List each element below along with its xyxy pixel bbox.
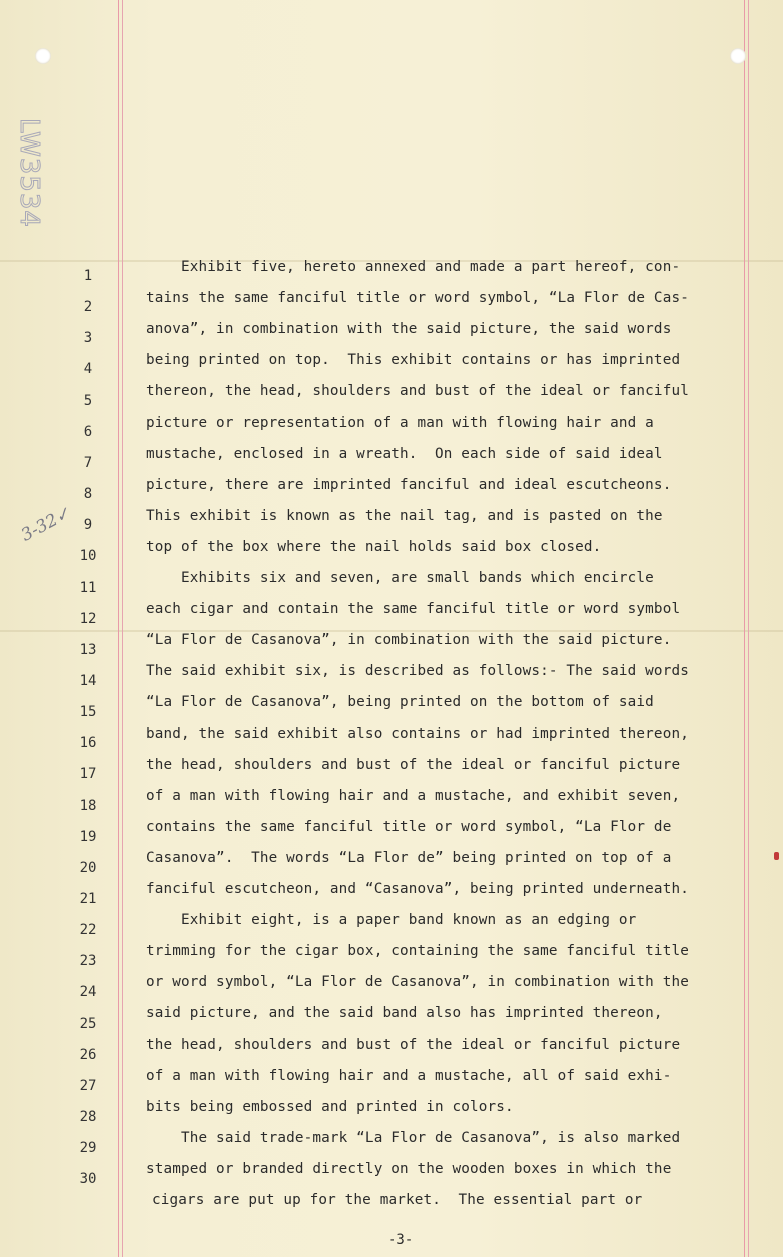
line-number: 19: [79, 828, 97, 845]
body-line: bits being embossed and printed in colors.: [146, 1098, 514, 1115]
line-number: 8: [83, 486, 93, 503]
right-margin-rule: [748, 0, 749, 1257]
line-number: 6: [83, 423, 93, 440]
red-margin-mark: [774, 852, 779, 860]
line-number: 21: [79, 891, 97, 907]
line-number: 1: [83, 268, 93, 284]
left-margin-rule: [122, 0, 123, 1257]
line-number: 18: [79, 797, 97, 814]
line-number: 13: [79, 641, 97, 658]
body-line: cigars are put up for the market. The essential part or: [152, 1192, 643, 1208]
line-number: 29: [79, 1140, 97, 1157]
body-line: Exhibit five, hereto annexed and made a part hereof, con-: [146, 259, 681, 275]
right-margin-rule: [744, 0, 745, 1257]
body-line: being printed on top. This exhibit contains or has imprinted: [146, 352, 681, 369]
line-number: 28: [79, 1109, 97, 1126]
line-number: 4: [83, 361, 93, 378]
body-line: band, the said exhibit also contains or had imprinted thereon,: [146, 725, 689, 742]
body-line: Casanova”. The words “La Flor de” being printed on top of a: [146, 849, 672, 866]
line-number: 14: [79, 672, 97, 689]
body-line: thereon, the head, shoulders and bust of the ideal or fanciful: [146, 383, 689, 400]
line-number: 23: [79, 953, 97, 970]
body-line: The said exhibit six, is described as follows:- The said words: [146, 663, 689, 680]
body-line: the head, shoulders and bust of the ideal or fanciful picture: [146, 1036, 681, 1053]
body-line: picture, there are imprinted fanciful and ideal escutcheons.: [146, 476, 672, 493]
body-line: This exhibit is known as the nail tag, and is pasted on the: [146, 507, 663, 524]
line-number: 15: [79, 704, 97, 721]
line-number: 24: [79, 984, 97, 1001]
body-line: fanciful escutcheon, and “Casanova”, being printed underneath.: [146, 881, 689, 897]
body-line: picture or representation of a man with flowing hair and a: [146, 414, 654, 431]
pencil-annotation: 3-32✓: [18, 503, 74, 546]
line-number: 26: [79, 1046, 97, 1063]
body-line: of a man with flowing hair and a mustache, all of said exhi-: [146, 1067, 672, 1084]
line-number: 16: [79, 735, 97, 752]
line-number: 3: [83, 330, 93, 347]
body-line: the head, shoulders and bust of the ideal or fanciful picture: [146, 756, 681, 773]
line-number: 2: [83, 299, 93, 316]
body-line: top of the box where the nail holds said box closed.: [146, 538, 602, 555]
body-line: trimming for the cigar box, containing the same fanciful title: [146, 943, 689, 960]
line-number: 12: [79, 610, 97, 627]
body-line: tains the same fanciful title or word symbol, “La Flor de Cas-: [146, 290, 689, 307]
line-number: 17: [79, 766, 97, 783]
body-line: each cigar and contain the same fanciful title or word symbol: [146, 601, 681, 618]
body-line: “La Flor de Casanova”, being printed on the bottom of said: [146, 694, 654, 711]
punch-hole: [35, 48, 51, 64]
line-number: 27: [79, 1077, 97, 1094]
line-number: 30: [79, 1171, 97, 1188]
body-line: contains the same fanciful title or word symbol, “La Flor de: [146, 818, 672, 835]
body-line: anova”, in combination with the said picture, the said words: [146, 321, 672, 338]
body-line: said picture, and the said band also has imprinted thereon,: [146, 1005, 663, 1022]
body-line: “La Flor de Casanova”, in combination with the said picture.: [146, 632, 672, 649]
archive-stamp: LW3534: [14, 118, 44, 228]
line-number: 9: [83, 517, 93, 534]
line-number: 10: [79, 548, 97, 565]
body-line: of a man with flowing hair and a mustache, and exhibit seven,: [146, 787, 681, 804]
body-line: Exhibit eight, is a paper band known as an edging or: [146, 912, 637, 929]
line-number: 22: [79, 922, 97, 939]
line-number: 25: [79, 1015, 97, 1032]
line-number: 11: [79, 579, 97, 596]
line-number: 5: [83, 392, 93, 409]
punch-hole: [730, 48, 746, 64]
line-number: 20: [79, 859, 97, 876]
body-line: or word symbol, “La Flor de Casanova”, in combination with the: [146, 974, 689, 991]
body-line: The said trade-mark “La Flor de Casanova”, is also marked: [146, 1129, 681, 1146]
line-number: 7: [83, 454, 93, 471]
page-number: -3-: [388, 1232, 414, 1248]
body-line: stamped or branded directly on the wooden boxes in which the: [146, 1160, 672, 1177]
body-line: Exhibits six and seven, are small bands which encircle: [146, 570, 654, 586]
body-line: mustache, enclosed in a wreath. On each side of said ideal: [146, 445, 663, 462]
left-margin-rule: [118, 0, 119, 1257]
